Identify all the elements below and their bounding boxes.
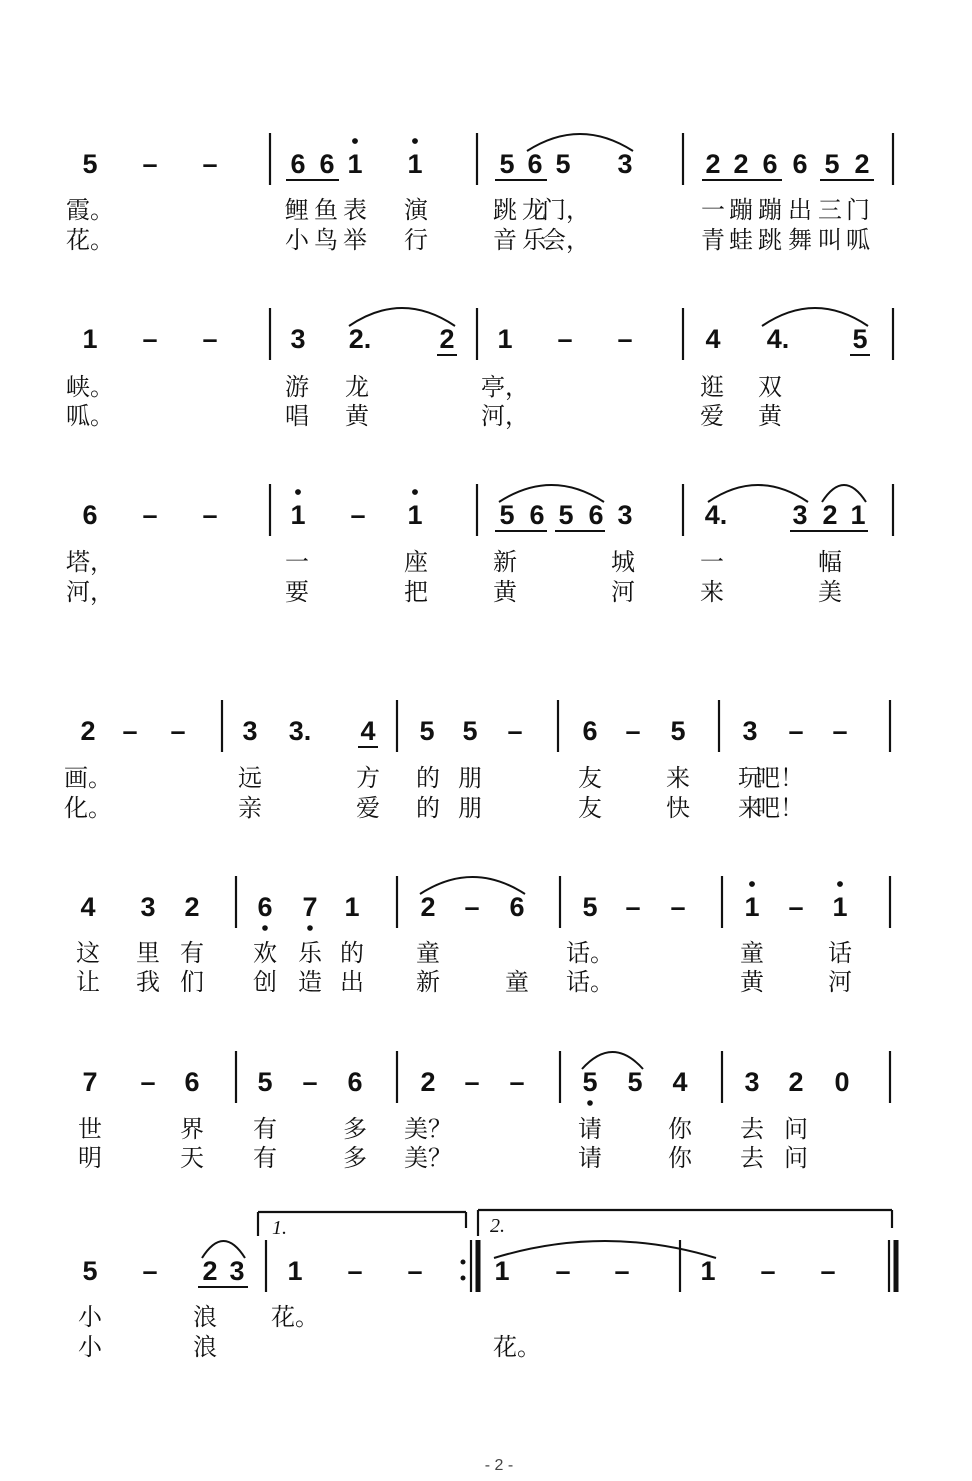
note-digit: 6 — [527, 149, 543, 179]
lyric-syllable: 门， — [542, 196, 590, 224]
repeat-dot — [461, 1260, 466, 1265]
lyric-syllable: 出 — [788, 196, 812, 224]
note-digit: 2. — [348, 324, 372, 354]
note-digit: 2 — [822, 500, 838, 530]
lyric-syllable: 方 — [356, 764, 380, 792]
note-digit: 3. — [288, 716, 312, 746]
dash-symbol: – — [788, 892, 804, 922]
lyric-syllable: 这 — [76, 939, 100, 967]
lyric-syllable: 明 — [78, 1144, 102, 1172]
lyric-syllable: 吧！ — [756, 794, 804, 822]
dash-symbol: – — [202, 500, 218, 530]
note-digit: 7 — [302, 892, 318, 922]
note-digit: 5 — [499, 500, 515, 530]
dash-symbol: – — [122, 716, 138, 746]
page-number: - 2 - — [484, 1457, 514, 1474]
note-digit: 6 — [82, 500, 98, 530]
note-digit: 6 — [582, 716, 598, 746]
dash-symbol: – — [170, 716, 186, 746]
note-digit: 1 — [494, 1256, 510, 1286]
lyric-syllable: 新 — [493, 548, 517, 576]
dash-symbol: – — [350, 500, 366, 530]
lyric-syllable: 一 — [700, 548, 724, 576]
note-digit: 6 — [347, 1067, 363, 1097]
lyric-syllable: 你 — [668, 1115, 692, 1143]
high-octave-dot — [412, 489, 418, 495]
note-digit: 6 — [257, 892, 273, 922]
note-digit: 3 — [617, 149, 633, 179]
lyric-syllable: 的 — [416, 764, 440, 792]
note-digit: 1 — [850, 500, 866, 530]
note-digit: 3 — [290, 324, 306, 354]
lyric-syllable: 蹦 — [729, 196, 753, 224]
lyric-syllable: 把 — [404, 578, 428, 606]
lyric-syllable: 问 — [784, 1144, 808, 1172]
note-digit: 1 — [407, 149, 423, 179]
note-digit: 1 — [497, 324, 513, 354]
lyric-syllable: 呱 — [846, 226, 870, 254]
dash-symbol: – — [464, 892, 480, 922]
lyric-syllable: 界 — [180, 1115, 204, 1143]
lyric-syllable: 门 — [846, 196, 870, 224]
dash-symbol: – — [670, 892, 686, 922]
lyric-syllable: 爱 — [356, 794, 380, 822]
lyric-syllable: 三 — [818, 196, 842, 224]
note-digit: 2 — [202, 1256, 218, 1286]
lyric-syllable: 座 — [404, 548, 428, 576]
lyric-syllable: 去 — [740, 1144, 764, 1172]
dash-symbol: – — [614, 1256, 630, 1286]
note-digit: 3 — [742, 716, 758, 746]
note-digit: 5 — [824, 149, 840, 179]
dash-symbol: – — [202, 149, 218, 179]
lyric-syllable: 小 — [78, 1303, 102, 1331]
note-digit: 1 — [82, 324, 98, 354]
lyric-syllable: 一 — [701, 196, 725, 224]
note-digit: 2 — [184, 892, 200, 922]
note-digit: 2 — [439, 324, 455, 354]
lyric-syllable: 让 — [76, 968, 100, 996]
note-digit: 1 — [344, 892, 360, 922]
lyric-syllable: 问 — [784, 1115, 808, 1143]
low-octave-dot — [587, 1100, 593, 1106]
lyric-syllable: 我 — [136, 968, 160, 996]
dash-symbol: – — [142, 1256, 158, 1286]
lyric-syllable: 们 — [180, 968, 204, 996]
lyric-syllable: 幅 — [818, 548, 842, 576]
note-digit: 6 — [762, 149, 778, 179]
lyric-syllable: 小 — [285, 226, 309, 254]
lyric-syllable: 里 — [136, 939, 160, 967]
lyric-syllable: 黄 — [740, 968, 764, 996]
note-digit: 5 — [627, 1067, 643, 1097]
lyric-syllable: 游 — [285, 373, 309, 401]
lyric-syllable: 要 — [285, 578, 309, 606]
note-digit: 3 — [792, 500, 808, 530]
lyric-syllable: 呱。 — [66, 402, 114, 430]
lyric-syllable: 有 — [180, 939, 204, 967]
note-digit: 2 — [80, 716, 96, 746]
note-digit: 1 — [407, 500, 423, 530]
note-digit: 0 — [834, 1067, 850, 1097]
lyric-syllable: 鱼 — [314, 196, 338, 224]
lyric-syllable: 会， — [542, 226, 590, 254]
dash-symbol: – — [832, 716, 848, 746]
note-digit: 4 — [672, 1067, 688, 1097]
high-octave-dot — [352, 138, 358, 144]
lyric-syllable: 举 — [343, 226, 367, 254]
note-digit: 3 — [229, 1256, 245, 1286]
lyric-syllable: 跳 — [758, 226, 782, 254]
note-digit: 7 — [82, 1067, 98, 1097]
lyric-syllable: 爱 — [700, 402, 724, 430]
dash-symbol: – — [509, 1067, 525, 1097]
low-octave-dot — [307, 925, 313, 931]
note-digit: 5 — [462, 716, 478, 746]
dash-symbol: – — [202, 324, 218, 354]
lyric-syllable: 友 — [578, 794, 602, 822]
lyric-syllable: 童 — [505, 968, 529, 996]
lyric-syllable: 美？ — [404, 1144, 452, 1172]
lyric-syllable: 河 — [611, 578, 635, 606]
dash-symbol: – — [820, 1256, 836, 1286]
lyric-syllable: 花。 — [271, 1303, 319, 1331]
note-digit: 5 — [670, 716, 686, 746]
lyric-syllable: 唱 — [285, 402, 309, 430]
volta-number-2: 2. — [490, 1215, 505, 1237]
lyric-syllable: 美 — [818, 578, 842, 606]
lyric-syllable: 来 — [738, 794, 762, 822]
lyric-syllable: 快 — [666, 794, 690, 822]
lyric-syllable: 有 — [253, 1115, 277, 1143]
lyric-syllable: 来 — [666, 764, 690, 792]
note-digit: 3 — [744, 1067, 760, 1097]
note-digit: 2 — [705, 149, 721, 179]
note-digit: 1 — [347, 149, 363, 179]
lyric-syllable: 友 — [578, 764, 602, 792]
lyric-syllable: 世 — [78, 1115, 102, 1143]
lyric-syllable: 霞。 — [66, 196, 114, 224]
note-digit: 5 — [555, 149, 571, 179]
dash-symbol: – — [760, 1256, 776, 1286]
dash-symbol: – — [507, 716, 523, 746]
lyric-syllable: 话。 — [566, 968, 614, 996]
lyric-syllable: 亭， — [481, 373, 529, 401]
lyric-syllable: 黄 — [493, 578, 517, 606]
note-digit: 1 — [290, 500, 306, 530]
lyric-syllable: 话 — [828, 939, 852, 967]
lyric-syllable: 童 — [740, 939, 764, 967]
note-digit: 4. — [704, 500, 728, 530]
high-octave-dot — [295, 489, 301, 495]
lyric-syllable: 请 — [578, 1115, 602, 1143]
note-digit: 5 — [499, 149, 515, 179]
volta-number-1: 1. — [272, 1217, 287, 1239]
lyric-syllable: 有 — [253, 1144, 277, 1172]
lyric-syllable: 演 — [404, 196, 428, 224]
lyric-syllable: 花。 — [66, 226, 114, 254]
note-digit: 1 — [744, 892, 760, 922]
note-digit: 5 — [852, 324, 868, 354]
note-digit: 5 — [257, 1067, 273, 1097]
note-digit: 1 — [832, 892, 848, 922]
note-digit: 6 — [588, 500, 604, 530]
lyric-syllable: 蛙 — [729, 226, 753, 254]
dash-symbol: – — [142, 149, 158, 179]
lyric-syllable: 话。 — [566, 939, 614, 967]
dash-symbol: – — [407, 1256, 423, 1286]
note-digit: 5 — [582, 1067, 598, 1097]
high-octave-dot — [412, 138, 418, 144]
lyric-syllable: 的 — [340, 939, 364, 967]
lyric-syllable: 朋 — [458, 794, 482, 822]
note-digit: 6 — [509, 892, 525, 922]
lyric-syllable: 创 — [253, 968, 277, 996]
note-digit: 4. — [766, 324, 790, 354]
note-digit: 6 — [319, 149, 335, 179]
dash-symbol: – — [142, 324, 158, 354]
dash-symbol: – — [625, 892, 641, 922]
dash-symbol: – — [464, 1067, 480, 1097]
lyric-syllable: 多 — [343, 1115, 367, 1143]
note-digit: 4 — [705, 324, 721, 354]
lyric-syllable: 蹦 — [758, 196, 782, 224]
note-digit: 2 — [788, 1067, 804, 1097]
lyric-syllable: 小 — [78, 1333, 102, 1361]
slur-arc — [494, 1241, 716, 1258]
lyric-syllable: 你 — [668, 1144, 692, 1172]
note-digit: 5 — [82, 149, 98, 179]
repeat-dot — [461, 1276, 466, 1281]
note-digit: 3 — [617, 500, 633, 530]
dash-symbol: – — [625, 716, 641, 746]
lyric-syllable: 化。 — [64, 794, 112, 822]
lyric-syllable: 叫 — [818, 226, 842, 254]
dash-symbol: – — [347, 1256, 363, 1286]
lyric-syllable: 多 — [343, 1144, 367, 1172]
note-digit: 5 — [582, 892, 598, 922]
dash-symbol: – — [555, 1256, 571, 1286]
lyric-syllable: 的 — [416, 794, 440, 822]
lyric-syllable: 欢 — [253, 939, 277, 967]
note-digit: 3 — [242, 716, 258, 746]
lyric-syllable: 新 — [416, 968, 440, 996]
lyric-syllable: 吧！ — [756, 764, 804, 792]
dash-symbol: – — [140, 1067, 156, 1097]
low-octave-dot — [262, 925, 268, 931]
lyric-syllable: 浪 — [193, 1333, 217, 1361]
lyrics-text — [64, 196, 870, 1361]
lyric-syllable: 青 — [701, 226, 725, 254]
lyric-syllable: 河， — [66, 578, 114, 606]
lyric-syllable: 表 — [343, 196, 367, 224]
lyric-syllable: 远 — [238, 764, 262, 792]
lyric-syllable: 龙 — [345, 373, 369, 401]
note-digit: 5 — [419, 716, 435, 746]
note-digit: 3 — [140, 892, 156, 922]
lyric-syllable: 出 — [340, 968, 364, 996]
lyric-syllable: 去 — [740, 1115, 764, 1143]
lyric-syllable: 朋 — [458, 764, 482, 792]
lyric-syllable: 童 — [416, 939, 440, 967]
note-digit: 1 — [700, 1256, 716, 1286]
lyric-syllable: 城 — [611, 548, 635, 576]
lyric-syllable: 玩 — [738, 764, 762, 792]
lyric-syllable: 黄 — [758, 402, 782, 430]
lyric-syllable: 河 — [828, 968, 852, 996]
dash-symbol: – — [557, 324, 573, 354]
high-octave-dot — [749, 881, 755, 887]
note-digit: 4 — [360, 716, 376, 746]
lyric-syllable: 峡。 — [66, 373, 114, 401]
lyric-syllable: 舞 — [788, 226, 812, 254]
lyric-syllable: 龙 — [522, 196, 546, 224]
lyric-syllable: 鸟 — [314, 226, 338, 254]
note-digit: 2 — [420, 1067, 436, 1097]
lyric-syllable: 一 — [285, 548, 309, 576]
lyric-syllable: 来 — [700, 578, 724, 606]
lyric-syllable: 浪 — [193, 1303, 217, 1331]
lyric-syllable: 造 — [298, 968, 322, 996]
note-digit: 6 — [792, 149, 808, 179]
lyric-syllable: 音 — [493, 226, 517, 254]
dash-symbol: – — [302, 1067, 318, 1097]
lyric-syllable: 鲤 — [285, 196, 309, 224]
note-digit: 2 — [733, 149, 749, 179]
lyric-syllable: 逛 — [700, 373, 724, 401]
dash-symbol: – — [142, 500, 158, 530]
note-digit: 4 — [80, 892, 96, 922]
lyric-syllable: 花。 — [493, 1333, 541, 1361]
lyric-syllable: 天 — [180, 1144, 204, 1172]
lyric-syllable: 行 — [404, 226, 428, 254]
note-digit: 5 — [82, 1256, 98, 1286]
note-digit: 1 — [287, 1256, 303, 1286]
lyric-syllable: 黄 — [345, 402, 369, 430]
dash-symbol: – — [788, 716, 804, 746]
dash-symbol: – — [617, 324, 633, 354]
note-digit: 6 — [529, 500, 545, 530]
lyric-syllable: 乐 — [522, 226, 546, 254]
note-digit: 2 — [854, 149, 870, 179]
lyric-syllable: 河， — [481, 402, 529, 430]
lyric-syllable: 请 — [578, 1144, 602, 1172]
lyric-syllable: 美？ — [404, 1115, 452, 1143]
lyric-syllable: 亲 — [238, 794, 262, 822]
lyric-syllable: 跳 — [493, 196, 517, 224]
lyric-syllable: 画。 — [64, 764, 112, 792]
note-digit: 6 — [290, 149, 306, 179]
note-digit: 2 — [420, 892, 436, 922]
lyric-syllable: 双 — [758, 373, 782, 401]
note-digit: 6 — [184, 1067, 200, 1097]
note-digit: 5 — [558, 500, 574, 530]
lyric-syllable: 乐 — [298, 939, 322, 967]
high-octave-dot — [837, 881, 843, 887]
lyric-syllable: 塔， — [66, 548, 114, 576]
